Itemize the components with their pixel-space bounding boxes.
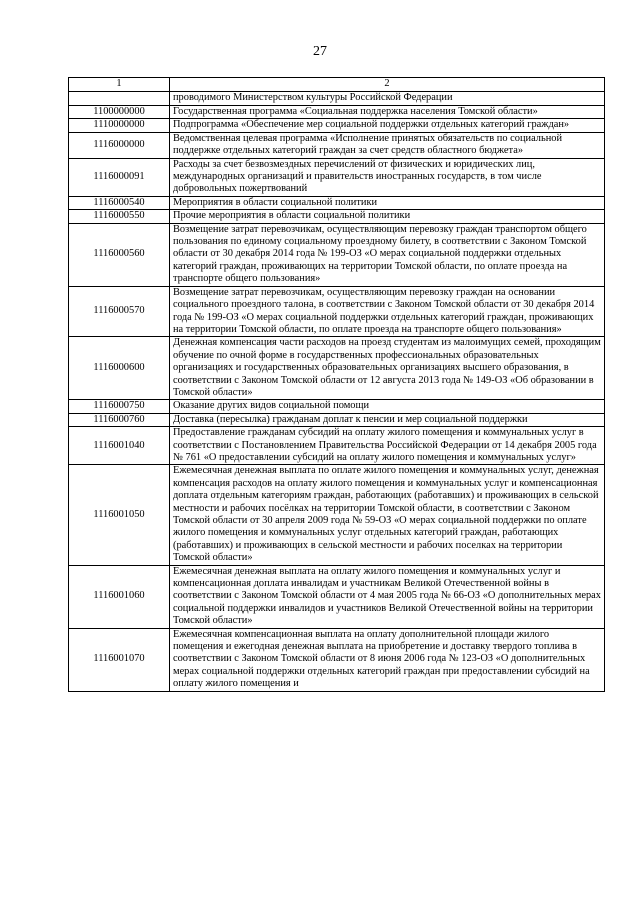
- row-code: 1116000091: [69, 158, 170, 196]
- table-row: [69, 119, 605, 132]
- row-name: Мероприятия в области социальной политики: [170, 196, 605, 209]
- header-column-2: 2: [170, 78, 605, 92]
- row-name: Ежемесячная компенсационная выплата на оплату дополнительной площади жилого помещения и ежегодная денежная выплата на приобретение и доставку твердого топлива в соответствии с Законом Томской области от 8 июня 2006 года № 123-ОЗ «О дополнительных мерах социальной поддержки отдельных категорий граждан при предоставлении субсидий на оплату жилого помещения и: [170, 628, 605, 691]
- table-row: [69, 196, 605, 209]
- row-name: Возмещение затрат перевозчикам, осуществляющим перевозку граждан на основании социального проездного талона, в соответствии с Законом Томской области от 30 декабря 2014 года № 199-ОЗ «О мерах социальной поддержки отдельных категорий граждан, проживающих на территории Томской области, по оплате проезда на транспорте общего пользования»: [170, 286, 605, 337]
- row-name: проводимого Министерством культуры Российской Федерации: [170, 92, 605, 106]
- table-row: [69, 92, 605, 106]
- row-name: Расходы за счет безвозмездных перечислений от физических и юридических лиц, международных организаций и правительств иностранных государств, в том числе добровольных пожертвований: [170, 158, 605, 196]
- table-row: [69, 427, 605, 465]
- row-name: Ежемесячная денежная выплата по оплате жилого помещения и коммунальных услуг, денежная компенсация расходов на оплату жилого помещения и коммунальных услуг и компенсационная доплата отдельным категориям граждан, работающих (работавших) и проживающих в сельской местности и рабочих посёлках на территории Томской области, в соответствии с Законом Томской области от 30 апреля 2009 года № 59-ОЗ «О мерах социальной поддержки по оплате жилого помещения и коммунальных услуг отдельных категорий граждан, работающих (работавших) и проживающих в сельской местности и рабочих поселках на территории Томской области»: [170, 465, 605, 565]
- row-code: 1116000560: [69, 223, 170, 286]
- table-row: [69, 565, 605, 628]
- row-code: 1116000600: [69, 337, 170, 400]
- budget-classification-table: [68, 77, 605, 692]
- table-row: [69, 210, 605, 223]
- row-code: 1116000540: [69, 196, 170, 209]
- table-row: [69, 628, 605, 691]
- row-code: 1116001060: [69, 565, 170, 628]
- table-row: [69, 286, 605, 337]
- row-name: Доставка (пересылка) гражданам доплат к пенсии и мер социальной поддержки: [170, 413, 605, 426]
- table-header-row: [69, 78, 605, 92]
- row-name: Государственная программа «Социальная поддержка населения Томской области»: [170, 106, 605, 119]
- row-code: 1100000000: [69, 106, 170, 119]
- row-code: 1116001050: [69, 465, 170, 565]
- row-code: 1116000570: [69, 286, 170, 337]
- page-number: 27: [313, 44, 327, 59]
- row-name: Подпрограмма «Обеспечение мер социальной поддержки отдельных категорий граждан»: [170, 119, 605, 132]
- table-row: [69, 337, 605, 400]
- row-name: Ежемесячная денежная выплата на оплату жилого помещения и коммунальных услуг и компенсационная доплата инвалидам и участникам Великой Отечественной войны в соответствии с Законом Томской области от 4 мая 2005 года № 66-ОЗ «О дополнительных мерах социальной поддержки инвалидов и участников Великой Отечественной войны на территории Томской области»: [170, 565, 605, 628]
- row-name: Предоставление гражданам субсидий на оплату жилого помещения и коммунальных услуг в соответствии с Постановлением Правительства Российской Федерации от 14 декабря 2005 года № 761 «О предоставлении субсидий на оплату жилого помещения и коммунальных услуг»: [170, 427, 605, 465]
- row-name: Возмещение затрат перевозчикам, осуществляющим перевозку граждан транспортом общего пользования по единому социальному проездному билету, в соответствии с Законом Томской области от 30 декабря 2014 года № 199-ОЗ «О мерах социальной поддержки отдельных категорий граждан, проживающих на территории Томской области, по оплате проезда на транспорте общего пользования»: [170, 223, 605, 286]
- row-code: [69, 92, 170, 106]
- row-name: Прочие мероприятия в области социальной политики: [170, 210, 605, 223]
- row-code: 1116001040: [69, 427, 170, 465]
- row-code: 1116000000: [69, 132, 170, 158]
- header-column-1: 1: [69, 78, 170, 92]
- row-code: 1116001070: [69, 628, 170, 691]
- row-code: 1116000750: [69, 400, 170, 413]
- table-row: [69, 106, 605, 119]
- table-row: [69, 158, 605, 196]
- row-name: Денежная компенсация части расходов на проезд студентам из малоимущих семей, проходящим обучение по очной форме в государственных профессиональных образовательных организациях и государственных образовательных организациях высшего образования, в соответствии с Законом Томской области от 12 августа 2013 года № 149-ОЗ «Об образовании в Томской области»: [170, 337, 605, 400]
- table-row: [69, 400, 605, 413]
- row-name: Ведомственная целевая программа «Исполнение принятых обязательств по социальной поддержке отдельных категорий граждан за счет средств областного бюджета»: [170, 132, 605, 158]
- row-name: Оказание других видов социальной помощи: [170, 400, 605, 413]
- row-code: 1116000550: [69, 210, 170, 223]
- table-row: [69, 132, 605, 158]
- table-row: [69, 223, 605, 286]
- row-code: 1116000760: [69, 413, 170, 426]
- table-row: [69, 413, 605, 426]
- table-row: [69, 465, 605, 565]
- row-code: 1110000000: [69, 119, 170, 132]
